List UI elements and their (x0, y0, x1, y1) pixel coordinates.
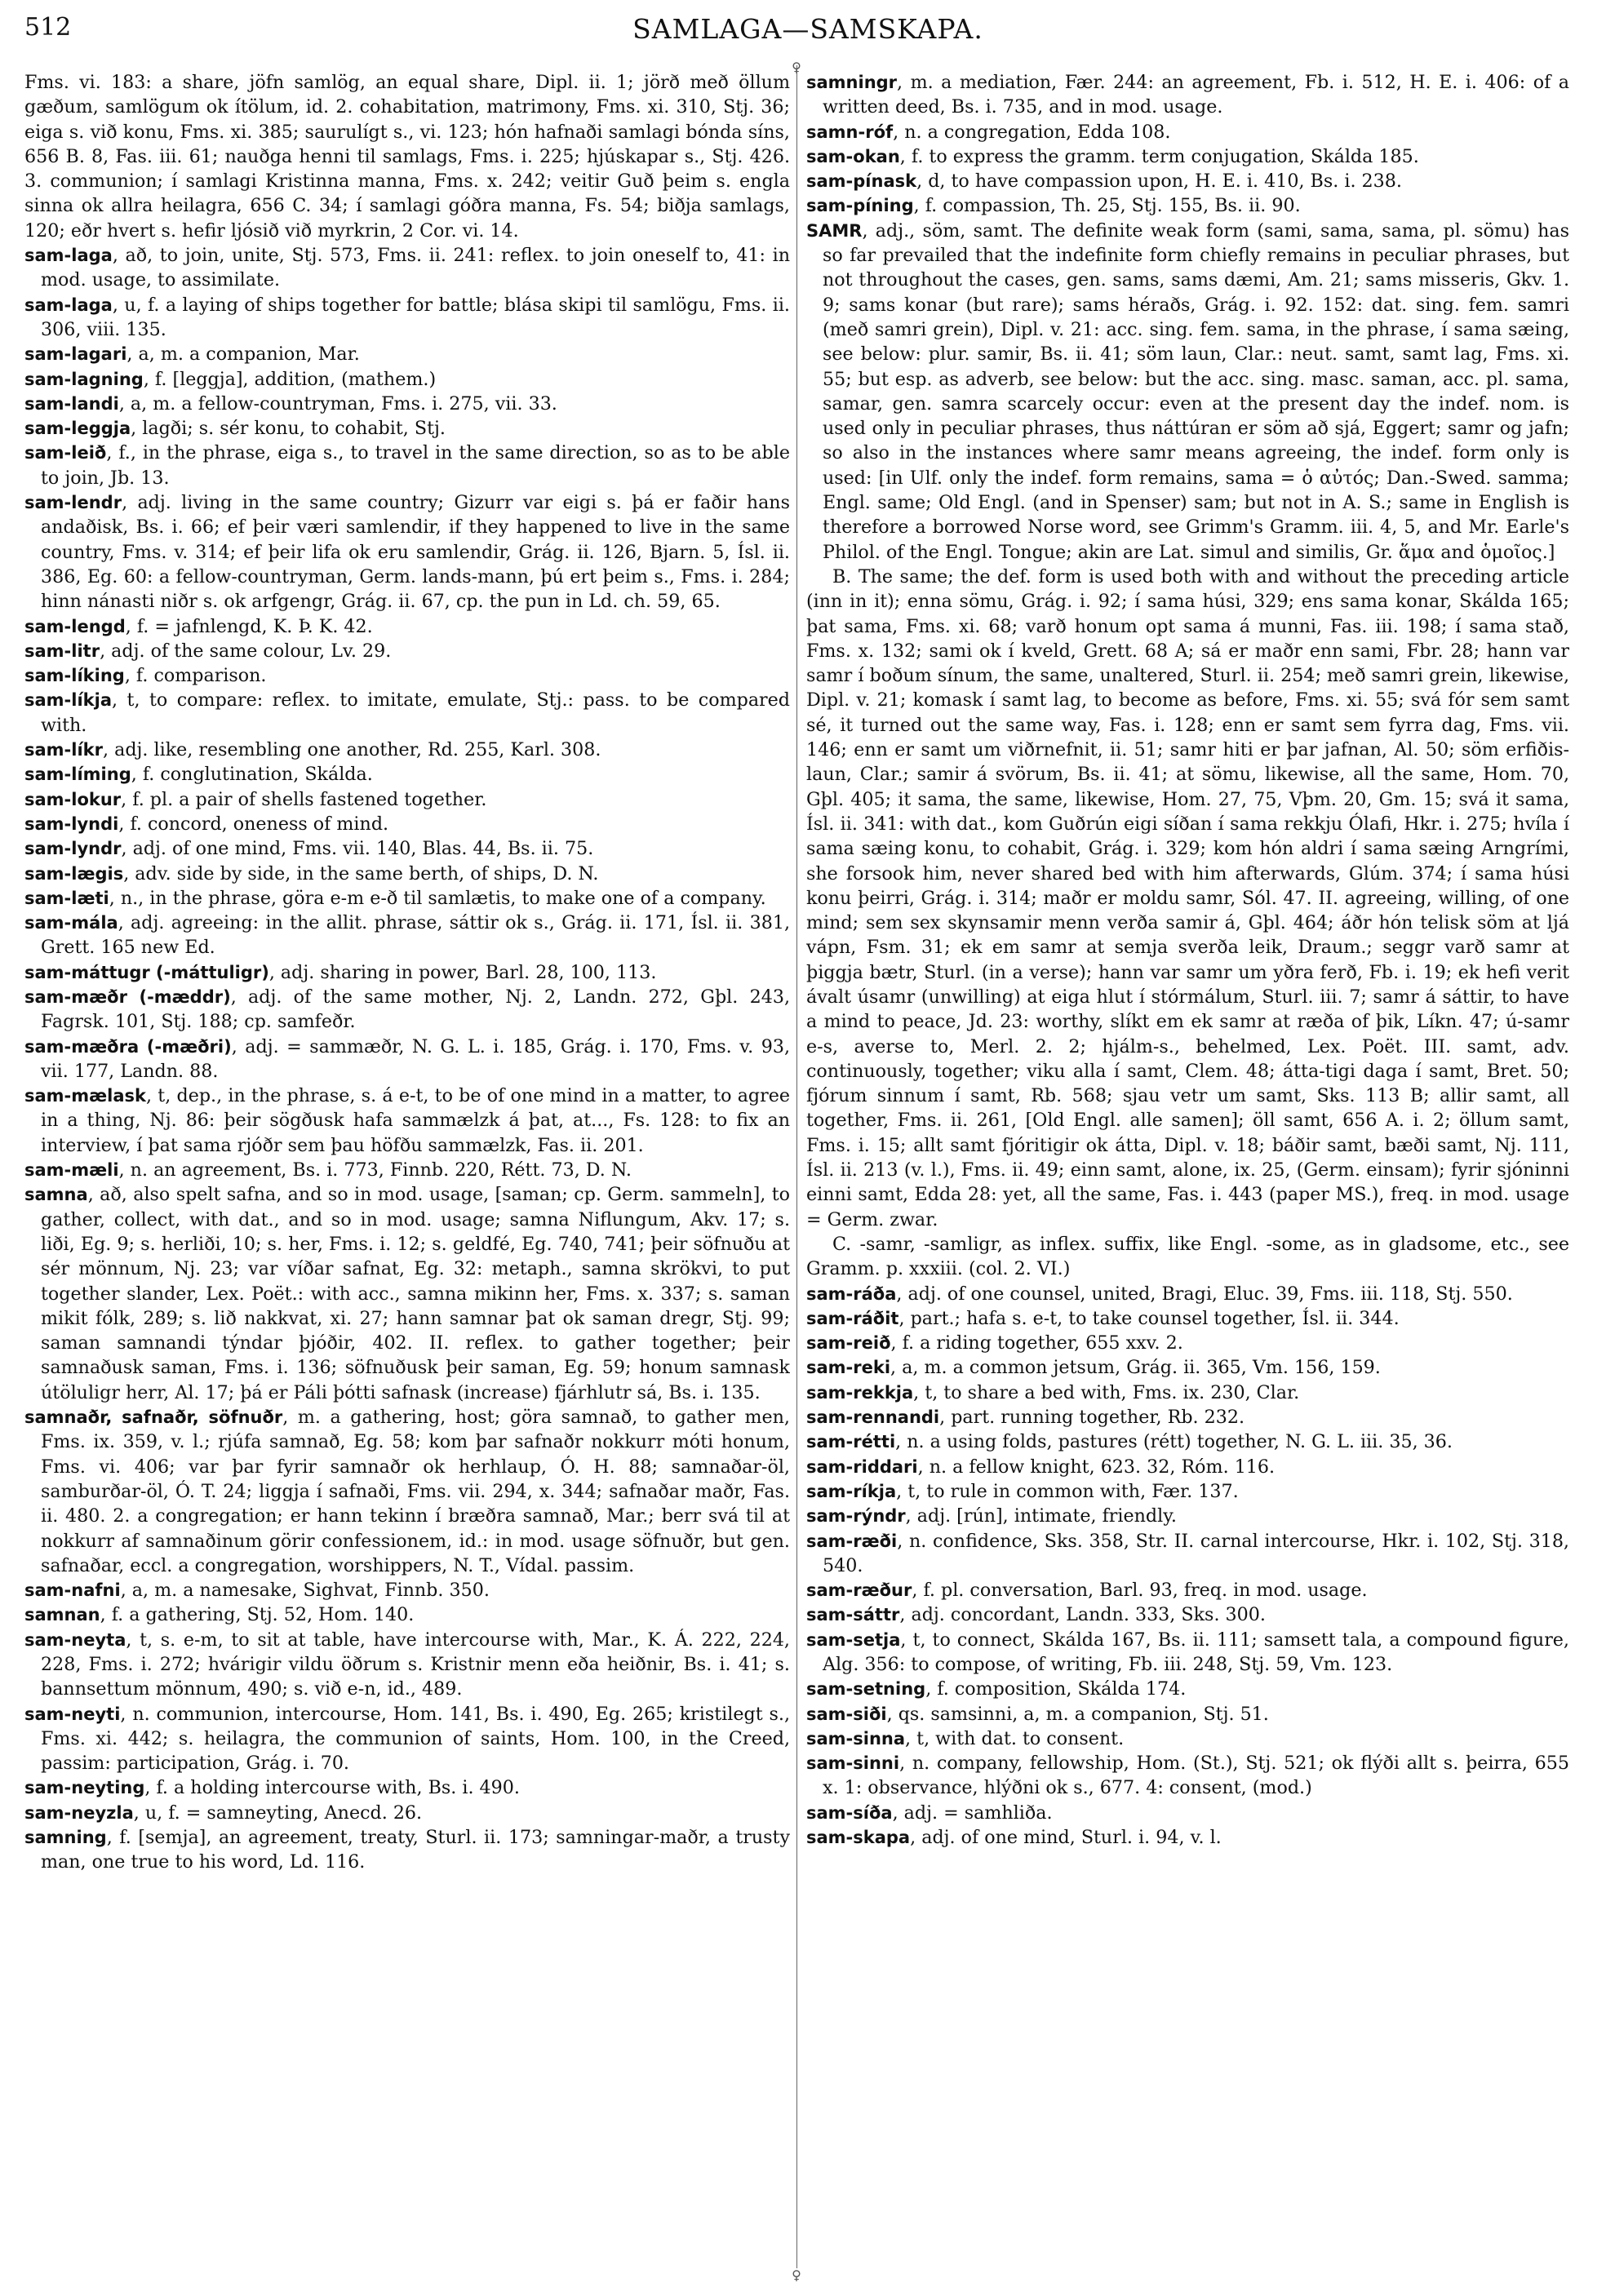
entry-headword: sam-pínask (806, 171, 917, 192)
dictionary-entry (806, 144, 1569, 169)
dictionary-entry (806, 70, 1569, 120)
dictionary-entry (806, 1751, 1569, 1801)
entry-definition: , adj. of one mind, Sturl. i. 94, v. l. (910, 1827, 1222, 1849)
dictionary-entry (24, 738, 790, 762)
dictionary-entry (24, 886, 790, 911)
entry-definition: , adj. of the same mother, Nj. 2, Landn. 272, Gþl. 243, Fagrsk. 101, Stj. 188; cp. samfeðr. (41, 986, 790, 1033)
dictionary-entry (806, 1405, 1569, 1429)
entry-headword: sam-líkja (24, 690, 112, 711)
dictionary-entry (24, 1035, 790, 1084)
dictionary-entry (24, 862, 790, 886)
entry-definition: , d, to have compassion upon, H. E. i. 410, Bs. i. 238. (916, 171, 1402, 193)
entry-definition: , adj. concordant, Landn. 333, Sks. 300. (899, 1604, 1266, 1626)
dictionary-entry (24, 1702, 790, 1776)
entry-definition: , u, f. = samneyting, Anecd. 26. (133, 1802, 423, 1824)
entry-definition: , adj. = sammæðr, N. G. L. i. 185, Grág. i. 170, Fms. v. 93, vii. 177, Landn. 88. (41, 1035, 790, 1082)
entry-definition: , f. = jafnlengd, K. Þ. K. 42. (125, 615, 373, 637)
dictionary-entry (806, 1479, 1569, 1504)
dictionary-entry (24, 614, 790, 639)
entry-definition: , t, s. e-m, to sit at table, have intercourse with, Mar., K. Á. 222, 224, 228, Fms. i. 272; hvárigir vildu öðrum s. Kristnir menn eða heiðnir, Bs. i. 41; s. bannsettum mönnum, 490; s. við e-n, id., 489. (41, 1629, 790, 1700)
entry-definition: , f. [semja], an agreement, treaty, Sturl. ii. 173; samningar-maðr, a trusty man, one true to his word, Ld. 116. (41, 1827, 790, 1873)
entry-headword: sam-líking (24, 666, 125, 686)
dictionary-entry (806, 1331, 1569, 1355)
entry-headword: sam-máttugr (-máttuligr) (24, 962, 269, 982)
entry-definition: , adj. sharing in power, Barl. 28, 100, 113. (268, 961, 657, 983)
entry-headword: samn-róf (806, 122, 894, 142)
dictionary-entry (24, 812, 790, 836)
entry-definition: , adj. living in the same country; Gizurr var eigi s. þá er faðir hans andaðisk, Bs. i. 66; ef þeir væri samlendir, if they happened to live in the same country, Fms. v. 314; ef þeir lifa ok eru samlendir, Grág. ii. 126, Bjarn. 5, Ísl. ii. 386, Eg. 60: a fellow-countryman, Germ. lands-mann, þú ert þeim s., Fms. i. 284; hinn nánasti niðr s. ok arfgengr, Grág. ii. 67, cp. the pun in Ld. ch. 59, 65. (41, 492, 790, 613)
entry-headword: sam-sinni (806, 1753, 900, 1774)
page-number: 512 (24, 13, 72, 42)
dictionary-entry (24, 639, 790, 663)
entry-definition: , a, m. a common jetsum, Grág. ii. 365, Vm. 156, 159. (890, 1357, 1381, 1379)
dictionary-entry (806, 193, 1569, 218)
entry-definition: , part. running together, Rb. 232. (939, 1407, 1245, 1429)
entry-headword: samna (24, 1185, 88, 1205)
entry-definition: , f. pl. conversation, Barl. 93, freq. in mod. usage. (912, 1580, 1368, 1602)
entry-definition: , t, to share a bed with, Fms. ix. 230, Clar. (913, 1381, 1300, 1403)
entry-headword: sam-rennandi (806, 1407, 940, 1428)
entry-definition: , adj. = samhliða. (892, 1802, 1053, 1824)
entry-headword: sam-ráða (806, 1283, 897, 1304)
entry-headword: sam-lengd (24, 616, 126, 636)
entry-definition: , t, to rule in common with, Fær. 137. (896, 1480, 1239, 1502)
entry-headword: sam-laga (24, 295, 113, 315)
dictionary-entry (806, 1429, 1569, 1454)
entry-definition: , f. [leggja], addition, (mathem.) (143, 368, 437, 390)
entry-definition: , part.; hafa s. e-t, to take counsel together, Ísl. ii. 344. (898, 1307, 1400, 1329)
entry-definition: , t, to connect, Skálda 167, Bs. ii. 111; samsett tala, a compound figure, Alg. 356: to compose, of writing, Fb. iii. 248, Stj. 59, Vm. 123. (823, 1629, 1569, 1675)
entry-definition: , f. conglutination, Skálda. (131, 764, 373, 786)
entry-headword: samnaðr, safnaðr, söfnuðr (24, 1407, 283, 1428)
dictionary-entry (24, 1158, 790, 1182)
entry-definition: , u, f. a laying of ships together for battle; blása skipi til samlögu, Fms. ii. 306, viii. 135. (41, 294, 790, 340)
entry-definition: , a, m. a namesake, Sighvat, Finnb. 350. (120, 1580, 490, 1602)
entry-headword: sam-lendr (24, 493, 122, 513)
dictionary-entry (806, 120, 1569, 144)
entry-definition: , t, dep., in the phrase, s. á e-t, to be of one mind in a matter, to agree in a thing, Nj. 86: þeir sögðusk hafa sammælzk á þat, at..., Fs. 128: to fix an interview, í þat sama rjóðr sem þau höfðu sammælzk, Fas. ii. 201. (41, 1085, 790, 1156)
entry-headword: sam-lyndi (24, 813, 119, 834)
entry-headword: sam-neyti (24, 1704, 121, 1724)
entry-definition: , f. a holding intercourse with, Bs. i. 490. (144, 1777, 520, 1799)
dictionary-entry (24, 243, 790, 293)
entry-headword: sam-mælask (24, 1086, 146, 1106)
entry-definition: , adj. of the same colour, Lv. 29. (100, 640, 392, 662)
entry-headword: sam-rétti (806, 1432, 896, 1452)
entry-headword: sam-ræður (806, 1580, 912, 1601)
page-title: SAMLAGA—SAMSKAPA. (632, 13, 983, 45)
entry-definition: , f., in the phrase, eiga s., to travel in the same direction, so as to be able to join, Jb. 13. (41, 442, 790, 489)
dictionary-entry (24, 1628, 790, 1702)
entry-definition: , f. pl. a pair of shells fastened together. (121, 788, 487, 810)
entry-headword: sam-læti (24, 888, 109, 908)
dictionary-entry (806, 1355, 1569, 1380)
dictionary-entry (806, 1578, 1569, 1602)
entry-headword: sam-neyzla (24, 1802, 134, 1823)
entry-headword: sam-litr (24, 640, 100, 661)
dictionary-entry (24, 490, 790, 614)
entry-headword: samning (24, 1828, 107, 1848)
dictionary-entry (806, 219, 1569, 565)
page-header (24, 13, 1591, 49)
dictionary-entry (806, 1602, 1569, 1627)
entry-headword: sam-lokur (24, 789, 122, 809)
entry-definition: , f. comparison. (124, 665, 267, 687)
left-column (24, 70, 790, 2273)
entry-headword: sam-reið (806, 1333, 891, 1354)
entry-headword: sam-setja (806, 1629, 901, 1650)
entry-definition: , að, also spelt safna, and so in mod. usage, [saman; cp. Germ. sammeln], to gather, collect, with dat., and so in mod. usage; samna Niflungum, Akv. 17; s. liði, Eg. 9; s. herliði, 10; s. her, Fms. i. 12; s. geldfé, Eg. 740, 741; þeir söfnuðu at sér mönnum, Nj. 23; var víðar safnat, Eg. 32: metaph., samna skrökvi, to put together slander, Lex. Poët.: with acc., samna mikinn her, Fms. x. 337; s. saman mikit fólk, 289; s. lið nakkvat, xi. 27; hann samnar þat ok saman dregr, Stj. 99; saman samnandi týndar þjóðir, 402. II. reflex. to gather together; þeir samnaðusk saman, Fms. i. 136; söfnuðusk þeir saman, Eg. 59; honum samnask útöluligr herr, Al. 17; þá er Páli þótti safnask (increase) fjárhlutr sá, Bs. i. 135. (41, 1184, 790, 1403)
dictionary-entry (24, 1084, 790, 1158)
dictionary-entry (24, 416, 790, 441)
dictionary-entry (24, 688, 790, 738)
entry-definition: , n. communion, intercourse, Hom. 141, Bs. i. 490, Eg. 265; kristilegt s., Fms. xi. 442; s. heilagra, the communion of saints, Hom. 100, in the Creed, passim: participation, Grág. i. 70. (41, 1703, 790, 1775)
entry-headword: sam-riddari (806, 1456, 918, 1477)
entry-headword: sam-neyta (24, 1629, 126, 1650)
column-divider (796, 65, 797, 2268)
entry-definition: , f. concord, oneness of mind. (118, 813, 389, 835)
entry-definition: Fms. vi. 183: a share, jöfn samlög, an equal share, Dipl. ii. 1; jörð með öllum gæðum, samlögum ok ítölum, id. 2. cohabitation, matrimony, Fms. xi. 310, Stj. 36; eiga s. við konu, Fms. xi. 385; saurulígt s., vi. 123; hón hafnaði samlagi bónda síns, 656 B. 8, Fas. iii. 61; nauðga henni til samlags, Fms. i. 225; hjúskapar s., Stj. 426. 3. communion; í samlagi Kristinna manna, Fms. x. 242; veitir Guð þeim s. engla sinna ok allra heilagra, 656 C. 34; í samlagi góðra manna, Fs. 54; biðja samlags, 120; eðr hvert s. hefir ljósið við myrkrin, 2 Cor. vi. 14. (24, 72, 790, 242)
entry-headword: sam-ræði (806, 1531, 898, 1551)
entry-headword: sam-píning (806, 196, 914, 216)
dictionary-entry (24, 836, 790, 861)
entry-headword: samningr (806, 73, 898, 92)
dictionary-entry (806, 1726, 1569, 1751)
entry-headword: sam-líkr (24, 740, 103, 760)
dictionary-entry (24, 441, 790, 490)
entry-definition: , adj. agreeing: in the allit. phrase, sáttir ok s., Grág. ii. 171, Ísl. ii. 381, Grett. 165 new Ed. (41, 912, 790, 959)
entry-definition: , adj. of one mind, Fms. vii. 140, Blas. 44, Bs. ii. 75. (121, 838, 594, 860)
entry-headword: sam-ráðit (806, 1308, 899, 1328)
entry-definition: , n., in the phrase, göra e-m e-ð til samlætis, to make one of a company. (109, 887, 766, 909)
entry-headword: sam-ríkja (806, 1481, 897, 1501)
entry-definition: , f. composition, Skálda 174. (925, 1678, 1187, 1700)
entry-definition: , adj. [rún], intimate, friendly. (905, 1505, 1177, 1527)
dictionary-entry (806, 1825, 1569, 1850)
entry-definition: , n. an agreement, Bs. i. 773, Finnb. 220, Rétt. 73, D. N. (118, 1159, 632, 1181)
dictionary-entry (24, 762, 790, 787)
entry-definition: C. -samr, -samligr, as inflex. suffix, like Engl. -some, as in gladsome, etc., see Gramm. p. xxxiii. (col. 2. VI.) (806, 1233, 1569, 1280)
dictionary-entry (806, 1306, 1569, 1331)
entry-definition: , n. company, fellowship, Hom. (St.), Stj. 521; ok flýði allt s. þeirra, 655 x. 1: observance, hlýðni ok s., 677. 4: consent, (mod.) (823, 1753, 1569, 1799)
dictionary-entry (24, 1578, 790, 1602)
entry-headword: sam-líming (24, 765, 131, 785)
entry-definition: , a, m. a fellow-countryman, Fms. i. 275, vii. 33. (118, 392, 557, 414)
entry-headword: samnan (24, 1605, 100, 1625)
entry-definition: , að, to join, unite, Stj. 573, Fms. ii. 241: reflex. to join oneself to, 41: in mod. usage, to assimilate. (41, 245, 790, 291)
entry-headword: sam-leggja (24, 419, 131, 439)
dictionary-entry (24, 342, 790, 366)
dictionary-entry (806, 565, 1569, 1232)
dictionary-entry (24, 985, 790, 1035)
dictionary-entry (24, 1801, 790, 1825)
dictionary-entry (24, 787, 790, 812)
dictionary-entry (24, 1825, 790, 1875)
entry-definition: , f. compassion, Th. 25, Stj. 155, Bs. ii. 90. (913, 195, 1301, 217)
entry-headword: sam-landi (24, 393, 119, 414)
entry-definition: , m. a gathering, host; göra samnað, to gather men, Fms. ix. 359, v. l.; rjúfa samnað, Eg. 58; kom þar safnaðr nokkurr móti honum, Fms. vi. 406; var þar fyrir samnaðr ok herhlaup, Ó. H. 88; samnaðar-öl, samburðar-öl, Ó. T. 24; liggja í safnaði, Fms. vii. 294, x. 344; safnaðar maðr, Fas. ii. 480. 2. a congregation; er hann tekinn í bræðra samnað, Mar.; berr svá til at nokkurr af samnaðinum görir confessionem, id.: in mod. usage söfnuðr, but gen. safnaðar, eccl. a congregation, worshippers, N. T., Vídal. passim. (41, 1407, 790, 1576)
entry-headword: sam-mæðr (-mæddr) (24, 986, 231, 1007)
entry-definition: , adj. of one counsel, united, Bragi, Eluc. 39, Fms. iii. 118, Stj. 550. (896, 1283, 1513, 1305)
dictionary-entry (24, 911, 790, 960)
entry-headword: sam-mála (24, 913, 118, 933)
dictionary-entry (806, 1702, 1569, 1726)
divider-ornament-top-icon: ♀ (792, 60, 801, 75)
entry-headword: sam-rýndr (806, 1506, 906, 1527)
entry-headword: sam-lagari (24, 344, 127, 365)
dictionary-entry (24, 367, 790, 392)
dictionary-entry (806, 1628, 1569, 1678)
entry-headword: sam-rekkja (806, 1382, 914, 1403)
dictionary-entry (24, 392, 790, 416)
dictionary-entry (806, 1529, 1569, 1579)
entry-headword: sam-lyndr (24, 839, 122, 859)
entry-definition: , adj., söm, samt. The definite weak form (sami, sama, sama, pl. sömu) has so far prevailed that the indefinite form chiefly remains in peculiar phrases, but not throughout the cases, gen. sams, sams dæmi, Am. 21; sams misseris, Gkv. 1. 9; sams konar (but rare); sams héraðs, Grág. i. 92. 152: dat. sing. fem. samri (með samri grein), Dipl. v. 21: acc. sing. fem. sama, in the phrase, í sama sæing, see below: plur. samir, Bs. ii. 41; söm laun, Clar.: neut. samt, samt lag, Fms. xi. 55; but esp. as adverb, see below: but the acc. sing. masc. saman, acc. pl. sama, samar, gen. samra scarcely occur: even at the present day the indef. nom. is used only in peculiar phrases, thus náttúran er söm að sjá, Eggert; samr og jafn; so also in the instances where samr means agreeing, the indef. form only is used: [in Ulf. only the indef. form remains, sama = ὁ αὐτός; Dan.-Swed. samma; Engl. same; Old Engl. (and in Spenser) sam; but not in A. S.; same in English is therefore a borrowed Norse word, see Grimm's Gramm. iii. 4, 5, and Mr. Earle's Philol. of the Engl. Tongue; akin are Lat. simul and similis, Gr. ἅμα and ὁμοῖος.] (823, 219, 1569, 563)
entry-headword: sam-síða (806, 1802, 893, 1823)
right-column (806, 70, 1569, 2273)
dictionary-entry (806, 1504, 1569, 1528)
dictionary-entry (24, 293, 790, 343)
entry-definition: , f. to express the gramm. term conjugation, Skálda 185. (899, 145, 1419, 167)
entry-headword: sam-leið (24, 443, 107, 463)
dictionary-entry (806, 169, 1569, 193)
entry-definition: , n. confidence, Sks. 358, Str. II. carnal intercourse, Hkr. i. 102, Stj. 318, 540. (823, 1530, 1569, 1576)
dictionary-entry (24, 1182, 790, 1405)
entry-headword: sam-setning (806, 1679, 926, 1700)
entry-definition: , qs. samsinni, a, m. a companion, Stj. 51. (886, 1703, 1269, 1725)
divider-ornament-bottom-icon: ♀ (792, 2267, 801, 2283)
entry-headword: sam-laga (24, 246, 113, 266)
entry-definition: , adv. side by side, in the same berth, of ships, D. N. (123, 862, 599, 884)
entry-headword: sam-okan (806, 146, 900, 166)
entry-headword: sam-mæðra (-mæðri) (24, 1036, 232, 1057)
dictionary-entry (24, 960, 790, 985)
entry-headword: sam-skapa (806, 1828, 911, 1848)
dictionary-entry (24, 1405, 790, 1578)
entry-definition: , n. a using folds, pastures (rétt) together, N. G. L. iii. 35, 36. (895, 1431, 1453, 1453)
entry-headword: sam-lægis (24, 863, 124, 884)
entry-headword: sam-neyting (24, 1778, 145, 1798)
entry-headword: sam-nafni (24, 1580, 121, 1601)
entry-headword: sam-reki (806, 1358, 891, 1378)
dictionary-entry (806, 1282, 1569, 1306)
entry-headword: sam-siði (806, 1704, 887, 1724)
dictionary-entry (806, 1801, 1569, 1825)
dictionary-entry (806, 1232, 1569, 1282)
entry-definition: , f. a riding together, 655 xxv. 2. (890, 1332, 1183, 1354)
entry-definition: B. The same; the def. form is used both with and without the preceding article (inn in it); enna sömu, Grág. i. 92; í sama húsi, 329; ens sama konar, Skálda 165; þat sama, Fms. xi. 68; varð honum opt sama á munni, Fas. iii. 198; í sama stað, Fms. x. 132; sami ok í kveld, Grett. 68 A; sá er maðr enn sami, Fbr. 28; hann var samr í boðum sínum, the same, unaltered, Sturl. ii. 254; með samri grein, likewise, Dipl. v. 21; komask í samt lag, to become as before, Fms. xi. 55; svá fór sem samt sé, it turned out the same way, Fas. i. 128; enn er samt sem fyrra dag, Fms. vii. 146; enn er samt um viðrnefnit, ii. 51; samr hiti er þar jafnan, Al. 50; söm erfiðis-laun, Clar.; samir á svörum, Bs. ii. 41; at sömu, likewise, all the same, Hom. 70, Gþl. 405; it sama, the same, likewise, Hom. 27, 75, Vþm. 20, Gm. 15; svá it sama, Ísl. ii. 341: with dat., kom Guðrún eigi síðan í sama rekkju Ólafi, Hkr. i. 275; hvíla í sama sæing konu, to cohabit, Grág. i. 329; kom hón aldri í sama sæing Arngrími, she forsook him, never shared bed with him afterwards, Glúm. 374; í sama húsi konu þeirri, Grág. i. 314; maðr er moldu samr, Sól. 47. II. agreeing, willing, of one mind; sem sex skynsamir menn verða samir á, Gþl. 464; áðr hón telisk söm at ljá vápn, Fsm. 31; ek em samr at semja sverða leik, Draum.; seggr varð samr at þiggja bætr, Sturl. (in a verse); hann var samr um yðra ferð, Fb. i. 19; ek hefi verit ávalt úsamr (unwilling) at eiga hlut í stórmálum, Sturl. iii. 7; samr á sáttir, to have a mind to peace, Jd. 23: worthy, slíkt em ek samr at ræða of þik, Líkn. 47; ú-samr e-s, averse to, Merl. 2. 2; hjálm-s., behelmed, Lex. Poët. III. samt, adv. continuously, together; viku alla í samt, Clem. 48; átta-tigi daga í samt, Bret. 50; fjórum sinnum í samt, Rb. 568; sjau vetr um samt, Sks. 113 B; allir samt, all together, Fms. ii. 261, [Old Engl. alle samen]; öll samt, 656 A. i. 2; öllum samt, Fms. i. 15; allt samt fjóritigir ok átta, Dipl. v. 18; báðir samt, bæði samt, Nj. 111, Ísl. ii. 213 (v. l.), Fms. ii. 49; einn samt, alone, ix. 25, (Germ. einsam); fyrir sjóninni einni samt, Edda 28: yet, all the same, Fas. i. 443 (paper MS.), freq. in mod. usage = Germ. zwar. (806, 565, 1569, 1230)
entry-definition: , f. a gathering, Stj. 52, Hom. 140. (100, 1604, 415, 1626)
entry-definition: , t, to compare: reflex. to imitate, emulate, Stj.: pass. to be compared with. (41, 689, 790, 736)
entry-definition: , a, m. a companion, Mar. (126, 344, 360, 366)
dictionary-entry (806, 1455, 1569, 1479)
dictionary-entry (806, 1677, 1569, 1701)
dictionary-entry (24, 1775, 790, 1800)
dictionary-entry (24, 70, 790, 243)
entry-headword: sam-lagning (24, 369, 144, 389)
entry-headword: sam-sáttr (806, 1605, 900, 1625)
entry-headword: sam-sinna (806, 1728, 906, 1749)
entry-definition: , n. a congregation, Edda 108. (893, 121, 1171, 143)
dictionary-entry (24, 1602, 790, 1627)
entry-headword: sam-mæli (24, 1160, 119, 1181)
entry-headword: SAMR (806, 220, 863, 241)
entry-definition: , m. a mediation, Fær. 244: an agreement, Fb. i. 512, H. E. i. 406: of a written deed, Bs. i. 735, and in mod. usage. (823, 72, 1569, 118)
entry-definition: , t, with dat. to consent. (905, 1727, 1125, 1749)
dictionary-entry (24, 663, 790, 688)
entry-definition: , n. a fellow knight, 623. 32, Róm. 116. (917, 1456, 1276, 1478)
entry-definition: , lagði; s. sér konu, to cohabit, Stj. (131, 418, 446, 440)
dictionary-entry (806, 1381, 1569, 1405)
entry-definition: , adj. like, resembling one another, Rd. 255, Karl. 308. (103, 739, 601, 761)
